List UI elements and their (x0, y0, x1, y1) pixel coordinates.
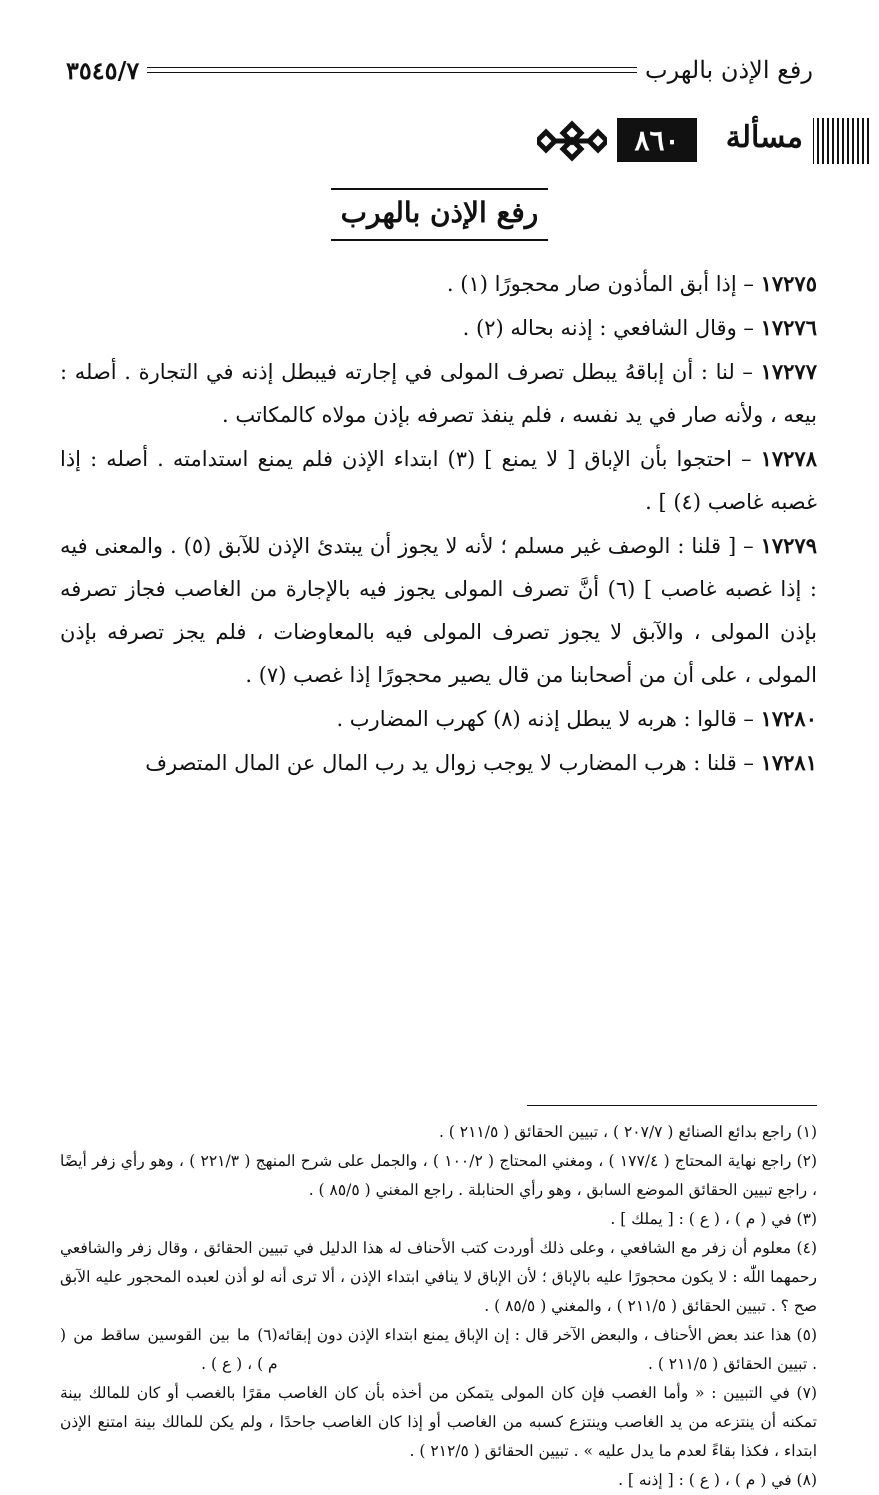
chapter-title (0, 188, 879, 241)
paragraph-text: – قلنا : هرب المضارب لا يوجب زوال يد رب المال عن المال المتصرف (145, 751, 761, 775)
paragraph-number: ١٧٢٨١ (760, 750, 817, 775)
paragraph (60, 350, 817, 437)
running-header-number: ٣٥٤٥/٧ (66, 55, 140, 85)
paragraph-number: ١٧٢٧٦ (760, 315, 817, 340)
footnote: (٢) راجع نهاية المحتاج ( ١٧٧/٤ ) ، ومغني المحتاج ( ١٠٠/٢ ) ، والجمل على شرح المنهج ( ٢٢١/٣ ) ، وهو رأي زفر أيضًا ، راجع تبيين الحقائق الموضع السابق ، وهو رأي الحنابلة . راجع المغني ( ٨٥/٥ ) . (60, 1152, 818, 1199)
paragraph-number: ١٧٢٨٠ (760, 706, 817, 731)
main-text (60, 262, 817, 785)
masala-number: ٨٦٠ (634, 123, 680, 157)
footnote: (٧) في التبيين : « وأما الغصب فإن كان المولى يتمكن من أخذه بأن كان الغاصب مقرًا بالغصب أو كان للمالك بينة تمكنه أن ينتزعه من يد الغاصب وينتزع كسبه من الغاصب أو إذا كان الغاصب جاحدًا ، ولم يكن للمالك بينة امتنع الإذن ابتداء ، فكذا بقاءً لعدم ما يدل عليه » . تبيين الحقائق ( ٢١٢/٥ ) . (60, 1384, 817, 1460)
running-header (66, 50, 813, 90)
paragraph (60, 524, 817, 697)
footnote-separator (527, 1105, 817, 1106)
paragraph (60, 697, 817, 741)
masala-number-box (617, 118, 697, 162)
footnote: (٦) ما بين القوسين ساقط من ( م ) ، ( ع ) . (60, 1326, 278, 1373)
paragraph-text: – إذا أبق المأذون صار محجورًا (١) . (446, 272, 761, 296)
paragraph-text: – [ قلنا : الوصف غير مسلم ؛ لأنه لا يجوز أن يبتدئ الإذن للآبق (٥) . والمعنى فيه : إذا غصبه غاصب ] (٦) أنَّ تصرف المولى يجوز فيه بالإجارة من الغاصب فجاز تصرفه بإذن المولى ، والآبق لا يجوز تصرف المولى فيه بالمعاوضات ، فلم يجز تصرفه بإذن المولى ، على أن من أصحابنا من قال يصير محجورًا إذا غصب (٧) . (60, 534, 818, 687)
footnote: (٥) هذا عند بعض الأحناف ، والبعض الآخر قال : إن الإباق يمنع ابتداء الإذن دون إبقائه . تبيين الحقائق ( ٢١١/٥ ) . (277, 1326, 817, 1373)
chapter-title-text: رفع الإذن بالهرب (331, 188, 549, 241)
paragraph-text: – قالوا : هربه لا يبطل إذنه (٨) كهرب المضارب . (336, 707, 761, 731)
masala-label: مسألة (725, 120, 803, 155)
paragraph-text: – لنا : أن إباقهُ يبطل تصرف المولى في إجارته فيبطل إذنه في التجارة . أصله : بيعه ، ولأنه صار في يد نفسه ، فلم ينفذ تصرفه بإذن مولاه كالمكاتب . (60, 360, 817, 427)
vertical-lines-ornament (813, 118, 869, 164)
paragraph (60, 262, 817, 306)
running-header-title: رفع الإذن بالهرب (645, 56, 813, 84)
footnotes (60, 1118, 817, 1495)
paragraph (60, 437, 817, 524)
running-header-rule (147, 67, 637, 73)
footnote: (١) راجع بدائع الصنائع ( ٢٠٧/٧ ) ، تبيين الحقائق ( ٢١١/٥ ) . (438, 1123, 817, 1141)
paragraph-number: ١٧٢٧٧ (760, 359, 817, 384)
geometric-ornament-icon (537, 112, 607, 170)
masala-band (539, 112, 869, 172)
paragraph-text: – احتجوا بأن الإباق [ لا يمنع ] (٣) ابتداء الإذن فلم يمنع استدامته . أصله : إذا غصبه غاصب (٤) ] . (60, 447, 817, 514)
footnote-row (60, 1321, 817, 1379)
footnote: (٤) معلوم أن زفر مع الشافعي ، وعلى ذلك أوردت كتب الأحناف له هذا الدليل في تبيين الحقائق ، وقال زفر والشافعي رحمهما اللّٰه : لا يكون محجورًا عليه بالإباق ؛ لأن الإباق لا ينافي ابتداء الإذن ، ألا ترى أنه لو أذن لعبده المحجور عليه الآبق صح ؟ . تبيين الحقائق ( ٢١١/٥ ) ، والمغني ( ٨٥/٥ ) . (60, 1239, 817, 1315)
paragraph (60, 306, 817, 350)
paragraph-text: – وقال الشافعي : إذنه بحاله (٢) . (462, 316, 761, 340)
footnote: (٨) في ( م ) ، ( ع ) : [ إذنه ] . (618, 1471, 817, 1489)
footnote: (٣) في ( م ) ، ( ع ) : [ يملك ] . (610, 1210, 817, 1228)
paragraph (60, 741, 817, 785)
paragraph-number: ١٧٢٧٨ (760, 446, 817, 471)
paragraph-number: ١٧٢٧٩ (760, 533, 817, 558)
paragraph-number: ١٧٢٧٥ (760, 271, 817, 296)
